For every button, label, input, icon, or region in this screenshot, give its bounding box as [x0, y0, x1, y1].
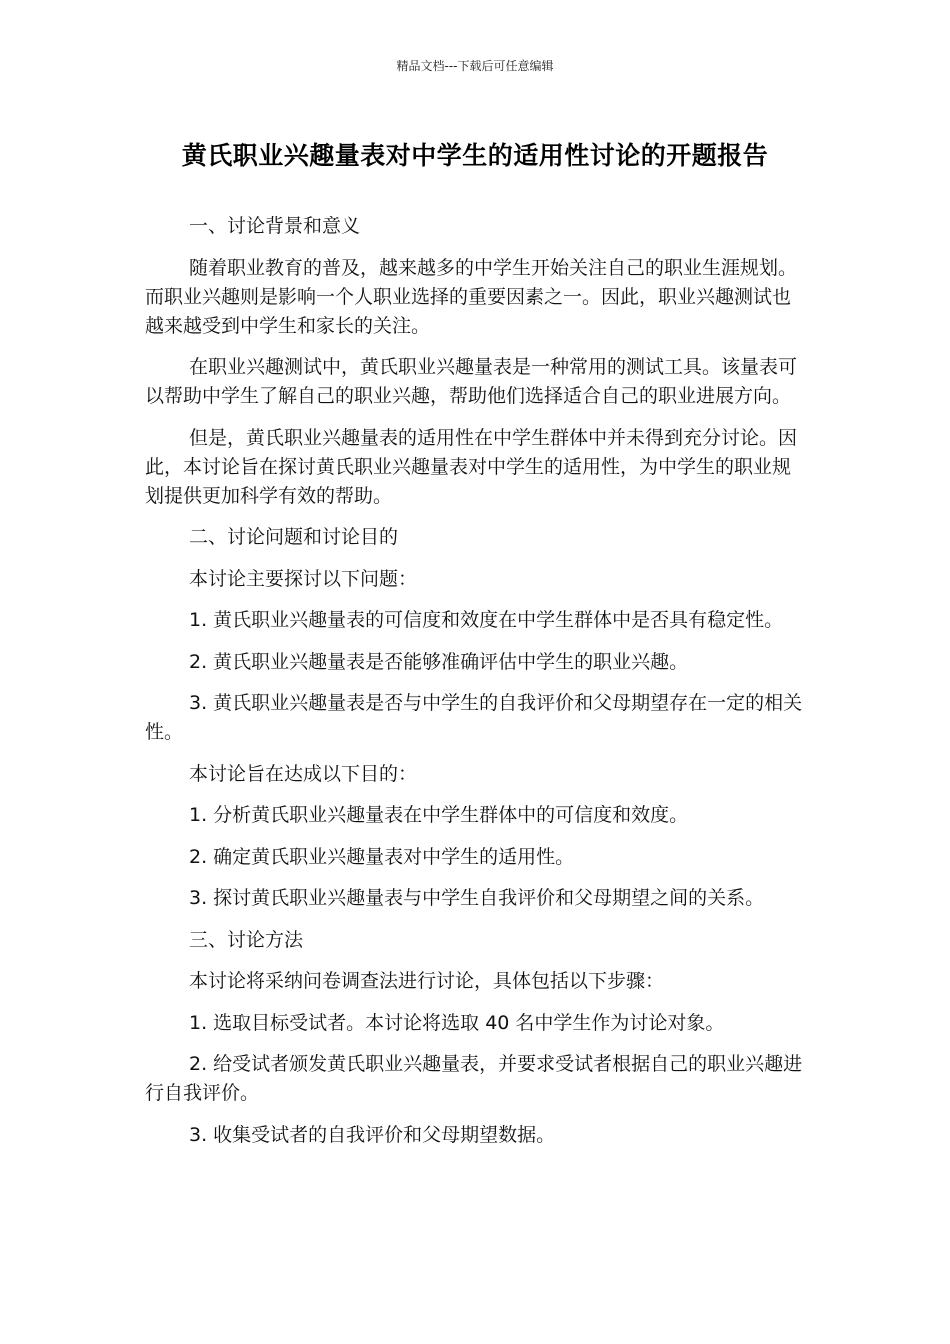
paragraph: 随着职业教育的普及，越来越多的中学生开始关注自己的职业生涯规划。而职业兴趣则是影响一个人职业选择的重要因素之一。因此，职业兴趣测试也越来越受到中学生和家长的关注。: [145, 256, 798, 337]
page-header: 精品文档---下载后可任意编辑: [396, 59, 554, 73]
list-item: 2. 给受试者颁发黄氏职业兴趣量表，并要求受试者根据自己的职业兴趣进行自我评价。: [145, 1053, 803, 1104]
list-item: 3. 黄氏职业兴趣量表是否与中学生的自我评价和父母期望存在一定的相关性。: [145, 692, 803, 743]
paragraph: 本讨论旨在达成以下目的：: [189, 762, 418, 785]
section-heading-background: 一、讨论背景和意义: [189, 215, 361, 237]
paragraph: 在职业兴趣测试中，黄氏职业兴趣量表是一种常用的测试工具。该量表可以帮助中学生了解自己的职业兴趣，帮助他们选择适合自己的职业进展方向。: [145, 356, 798, 407]
list-item: 2. 确定黄氏职业兴趣量表对中学生的适用性。: [189, 845, 575, 868]
list-item: 1. 选取目标受试者。本讨论将选取 40 名中学生作为讨论对象。: [189, 1011, 725, 1034]
list-item: 2. 黄氏职业兴趣量表是否能够准确评估中学生的职业兴趣。: [189, 650, 689, 673]
paragraph: 本讨论主要探讨以下问题：: [189, 567, 418, 590]
document-body: [145, 212, 805, 1162]
paragraph: 但是，黄氏职业兴趣量表的适用性在中学生群体中并未得到充分讨论。因此，本讨论旨在探讨黄氏职业兴趣量表对中学生的适用性，为中学生的职业规划提供更加科学有效的帮助。: [145, 426, 798, 507]
document-title: 黄氏职业兴趣量表对中学生的适用性讨论的开题报告: [181, 141, 769, 170]
paragraph: 本讨论将采纳问卷调查法进行讨论，具体包括以下步骤：: [189, 970, 665, 992]
list-item: 1. 分析黄氏职业兴趣量表在中学生群体中的可信度和效度。: [189, 804, 689, 826]
list-item: 3. 探讨黄氏职业兴趣量表与中学生自我评价和父母期望之间的关系。: [189, 887, 765, 909]
list-item: 1. 黄氏职业兴趣量表的可信度和效度在中学生群体中是否具有稳定性。: [189, 609, 784, 631]
list-item: 3. 收集受试者的自我评价和父母期望数据。: [189, 1123, 556, 1146]
section-heading-questions: 二、讨论问题和讨论目的: [189, 526, 399, 548]
section-heading-methods: 三、讨论方法: [189, 928, 304, 951]
